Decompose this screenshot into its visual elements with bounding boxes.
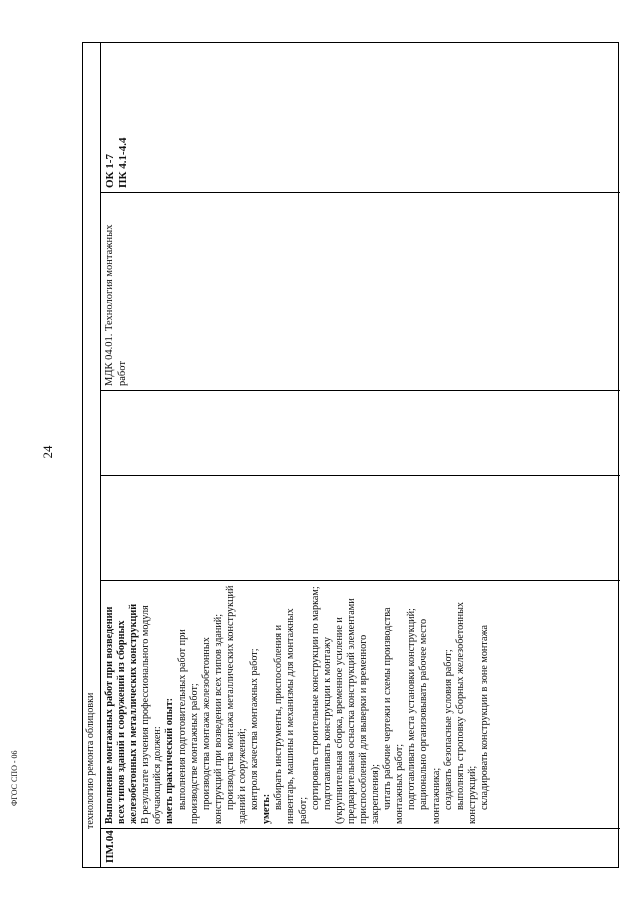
table-header-row xyxy=(83,43,101,867)
module-content xyxy=(101,581,494,828)
module-title: Выполнение монтажных работ при возведении всех типов зданий и сооружений из сборных железобетонных и металлических конструкций xyxy=(104,603,140,824)
experience-heading: иметь практический опыт: xyxy=(164,697,176,824)
general-competencies: ОК 1-7 xyxy=(104,154,116,188)
skill-item: создавать безопасные условия работ; xyxy=(442,649,454,810)
skill-item: сортировать строительные конструкции по маркам; xyxy=(309,586,321,810)
skill-item: складировать конструкции в зоне монтажа xyxy=(478,624,490,810)
table-row-pm04 xyxy=(101,43,620,867)
skill-item: читать рабочие чертежи и схемы производства монтажных работ; xyxy=(382,607,406,824)
footer-text: ФГОС СПО - 06 xyxy=(10,750,19,806)
page-number: 24 xyxy=(40,445,55,459)
experience-item: производства монтажа металлических конструкций зданий и сооружений; xyxy=(224,585,249,824)
continuation-text: технологию ремонта облицовки xyxy=(85,692,96,829)
competencies-cell xyxy=(101,41,620,193)
skills-heading: уметь: xyxy=(261,793,273,824)
experience-item: выполнения подготовительных работ при производстве монтажных работ; xyxy=(176,629,200,824)
module-content-cell xyxy=(101,581,620,829)
mdk-title: МДК 04.01. Технология монтажных работ xyxy=(104,224,128,386)
module-intro: В результате изучения профессионального модуля обучающийся должен: xyxy=(140,605,164,824)
experience-item: контроля качества монтажных работ; xyxy=(249,648,261,810)
mdk-cell xyxy=(101,193,620,391)
skill-item: рационально организовывать рабочее место монтажника; xyxy=(418,618,442,824)
skill-item: подготавливать конструкции к монтажу (укрупнительная сборка, временное усиление и предварительная оснастка конструкций элементами приспособлений для выверки и временного закрепления); xyxy=(321,598,382,824)
professional-competencies: ПК 4.1-4.4 xyxy=(117,137,129,188)
skill-item: подготавливать места установки конструкций; xyxy=(406,608,418,810)
competencies xyxy=(101,41,133,192)
module-code-cell xyxy=(101,829,620,867)
skill-item: выбирать инструменты, приспособления и инвентарь, машины и механизмы для монтажных работ; xyxy=(273,608,309,824)
empty-cell xyxy=(101,476,620,581)
module-code: ПМ.04 xyxy=(104,830,116,863)
empty-cell xyxy=(101,391,620,476)
curriculum-table xyxy=(82,42,619,868)
skill-item: выполнять строповку сборных железобетонных конструкций; xyxy=(454,601,478,824)
experience-item: производства монтажа железобетонных конструкций при возведении всех типов зданий; xyxy=(200,613,224,824)
